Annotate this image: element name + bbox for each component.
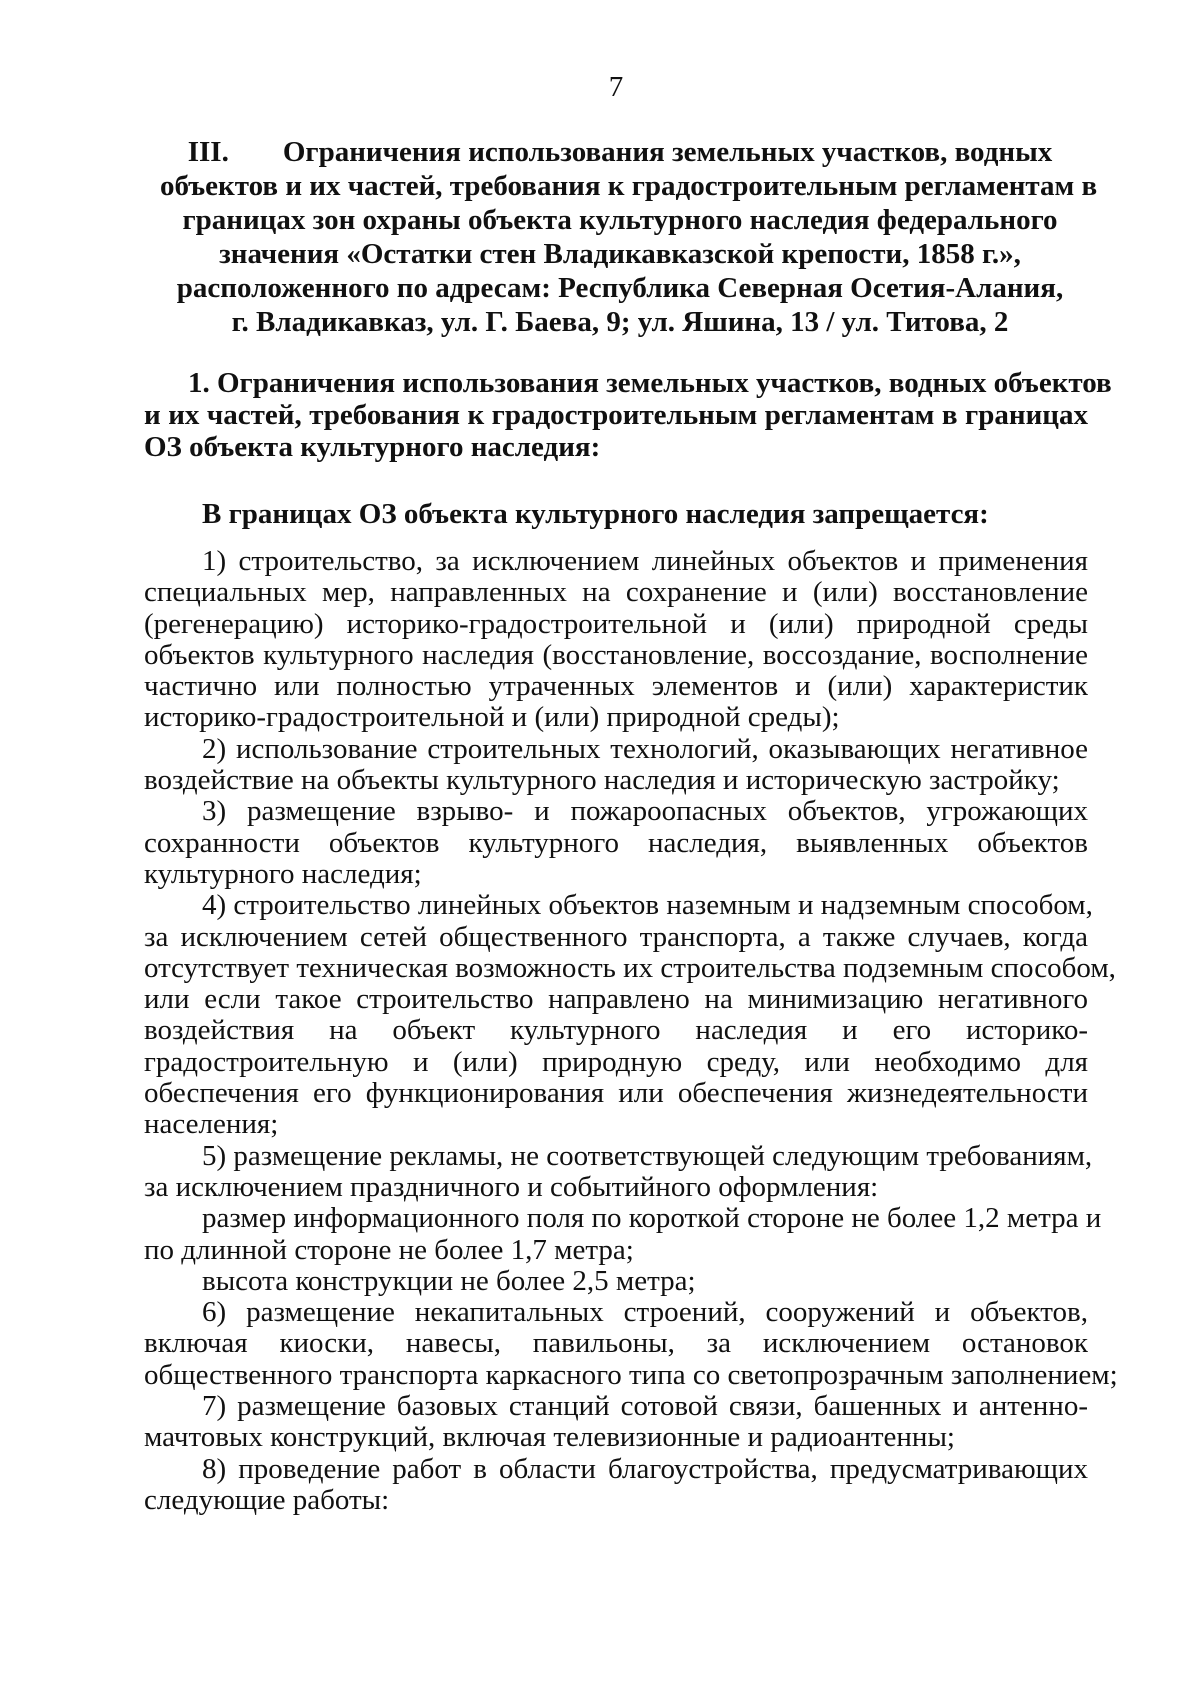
item-line: (регенерацию) историко-градостроительной и (или) природной среды	[144, 607, 1088, 640]
list-item	[144, 1391, 1088, 1454]
item-line: мачтовых конструкций, включая телевизионные и радиоантенны;	[144, 1421, 955, 1454]
list-item	[144, 889, 1116, 1141]
item-line: сохранности объектов культурного наследия, выявленных объектов	[144, 826, 1088, 859]
item-line: градостроительную и (или) природную среду, или необходимо для	[144, 1045, 1088, 1078]
item-line: высота конструкции не более 2,5 метра;	[202, 1264, 696, 1297]
section-heading-line	[160, 135, 1080, 169]
subsection-heading-line: 1. Ограничения использования земельных участков, водных объектов	[188, 367, 1112, 399]
list-item	[144, 1139, 1093, 1204]
item-line: 7) размещение базовых станций сотовой связи, башенных и антенно-	[202, 1390, 1088, 1423]
item-line: следующие работы:	[144, 1483, 390, 1516]
list-item	[144, 1266, 1088, 1297]
prohibition-list	[144, 545, 1118, 1516]
item-line: 1) строительство, за исключением линейных объектов и применения	[202, 545, 1088, 577]
item-line: воздействие на объекты культурного наследия и историческую застройку;	[144, 764, 1060, 797]
item-line: за исключением сетей общественного транспорта, а также случаев, когда	[144, 920, 1088, 953]
item-line: 8) проведение работ в области благоустройства, предусматривающих	[202, 1452, 1088, 1485]
page-number: 7	[608, 71, 624, 103]
item-line: 4) строительство линейных объектов наземным и надземным способом,	[202, 889, 1093, 922]
item-line: историко-градостроительной и (или) природной среды);	[144, 701, 840, 734]
list-item	[144, 1296, 1118, 1391]
section-heading-line: границах зон охраны объекта культурного наследия федерального	[182, 204, 1058, 236]
section-roman-numeral: III.	[187, 136, 229, 168]
subsection-heading	[144, 367, 1112, 463]
item-line: по длинной стороне не более 1,7 метра;	[144, 1233, 634, 1266]
section-heading-line: расположенного по адресам: Республика Северная Осетия-Алания,	[176, 272, 1064, 304]
list-item	[144, 1202, 1102, 1266]
list-item	[144, 1454, 1088, 1517]
section-heading	[160, 135, 1098, 339]
item-line: общественного транспорта каркасного типа со светопрозрачным заполнением;	[144, 1358, 1118, 1391]
section-heading-line: значения «Остатки стен Владикавказской крепости, 1858 г.»,	[219, 238, 1021, 270]
item-line: культурного наследия;	[144, 857, 422, 890]
list-item	[144, 546, 1088, 734]
section-heading-line: объектов и их частей, требования к градостроительным регламентам в	[160, 170, 1098, 202]
item-line: отсутствует техническая возможность их строительства подземным способом,	[144, 951, 1116, 984]
item-line: 6) размещение некапитальных строений, сооружений и объектов,	[202, 1296, 1088, 1329]
item-line: обеспечения его функционирования или обеспечения жизнедеятельности	[144, 1077, 1088, 1110]
item-line: частично или полностью утраченных элементов и (или) характеристик	[144, 670, 1088, 703]
item-line: или если такое строительство направлено на минимизацию негативного	[144, 983, 1088, 1016]
item-line: включая киоски, навесы, павильоны, за исключением остановок	[144, 1327, 1088, 1360]
item-line: за исключением праздничного и событийного оформления:	[144, 1170, 879, 1203]
item-line: объектов культурного наследия (восстановление, воссоздание, восполнение	[144, 638, 1088, 671]
list-item	[144, 796, 1088, 890]
item-line: населения;	[144, 1108, 279, 1141]
prohibition-title: В границах ОЗ объекта культурного наследия запрещается:	[202, 498, 989, 530]
item-line: 2) использование строительных технологий, оказывающих негативное	[202, 732, 1088, 765]
list-item	[144, 734, 1088, 797]
item-line: размер информационного поля по короткой стороне не более 1,2 метра и	[202, 1202, 1102, 1235]
document-body	[144, 367, 1118, 1516]
item-line: воздействия на объект культурного наследия и его историко-	[144, 1014, 1088, 1047]
item-line: специальных мер, направленных на сохранение и (или) восстановление	[144, 576, 1088, 609]
section-heading-text: Ограничения использования земельных участков, водных	[282, 136, 1053, 168]
item-line: 5) размещение рекламы, не соответствующей следующим требованиям,	[202, 1139, 1093, 1172]
subsection-heading-line: ОЗ объекта культурного наследия:	[144, 431, 601, 463]
item-line: 3) размещение взрыво- и пожароопасных объектов, угрожающих	[202, 795, 1088, 828]
subsection-heading-line: и их частей, требования к градостроительным регламентам в границах	[144, 399, 1088, 431]
section-heading-line: г. Владикавказ, ул. Г. Баева, 9; ул. Яшина, 13 / ул. Титова, 2	[231, 306, 1009, 338]
